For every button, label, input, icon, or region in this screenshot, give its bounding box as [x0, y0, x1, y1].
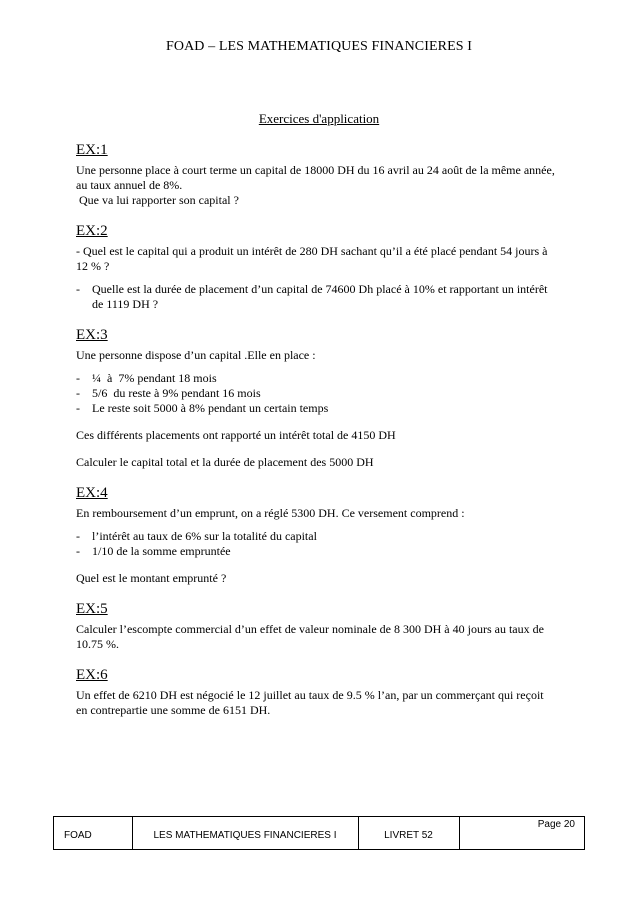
exercise-4 [76, 484, 556, 586]
exercises-content [76, 141, 556, 718]
exercise-question: Calculer le capital total et la durée de placement des 5000 DH [76, 455, 374, 469]
document-title: Exercices d'application [258, 111, 380, 126]
exercise-text: Une personne place à court terme un capital de 18000 DH du 16 avril au 24 août de la même année, au taux annuel de 8%. [76, 163, 555, 192]
exercise-text: - Quel est le capital qui a produit un intérêt de 280 DH sachant qu’il a été placé pendant 54 jours à 12 % ? [76, 244, 548, 273]
footer-cell-livret [358, 817, 460, 849]
exercise-text: Un effet de 6210 DH est négocié le 12 juillet au taux de 9.5 % l’an, par un commerçant qui reçoit en contrepartie une somme de 6151 DH. [76, 688, 544, 717]
exercise-2 [76, 222, 556, 312]
list-item: - Quelle est la durée de placement d’un capital de 74600 Dh placé à 10% et rapportant un intérêt de 1119 DH ? [76, 282, 556, 312]
list-item: - ¼ à 7% pendant 18 mois [76, 371, 556, 386]
list-item: - 5/6 du reste à 9% pendant 16 mois [76, 386, 556, 401]
list-item: - Le reste soit 5000 à 8% pendant un certain temps [76, 401, 556, 416]
exercise-heading: EX:6 [76, 667, 108, 683]
footer-cell-foad [54, 817, 133, 849]
page-footer [53, 816, 585, 850]
page-number: Page 20 [537, 819, 575, 830]
exercise-intro: Une personne dispose d’un capital .Elle en place : [76, 348, 316, 362]
footer-livret-label: LIVRET 52 [384, 830, 433, 841]
footer-cell-page [459, 817, 585, 849]
exercise-question: Quel est le montant emprunté ? [76, 571, 227, 585]
exercise-1 [76, 141, 556, 208]
exercise-list [76, 529, 556, 559]
exercise-heading: EX:5 [76, 601, 108, 617]
exercise-heading: EX:3 [76, 327, 108, 343]
exercise-list [76, 371, 556, 416]
exercise-intro: En remboursement d’un emprunt, on a réglé 5300 DH. Ce versement comprend : [76, 506, 465, 520]
header-title: FOAD – LES MATHEMATIQUES FINANCIERES I [166, 39, 472, 54]
exercise-text: Calculer l’escompte commercial d’un effet de valeur nominale de 8 300 DH à 40 jours au taux de 10.75 %. [76, 622, 544, 651]
exercise-5 [76, 600, 556, 652]
exercise-question: Que va lui rapporter son capital ? [76, 193, 239, 207]
exercise-heading: EX:2 [76, 223, 108, 239]
exercise-6 [76, 666, 556, 718]
list-item: - 1/10 de la somme empruntée [76, 544, 556, 559]
exercise-heading: EX:1 [76, 142, 108, 158]
exercise-3 [76, 326, 556, 470]
exercise-heading: EX:4 [76, 485, 108, 501]
exercise-list [76, 282, 556, 312]
list-item: - l’intérêt au taux de 6% sur la totalité du capital [76, 529, 556, 544]
exercise-text: Ces différents placements ont rapporté un intérêt total de 4150 DH [76, 428, 396, 442]
footer-foad-label: FOAD [64, 830, 92, 841]
footer-cell-course [132, 817, 359, 849]
footer-course-label: LES MATHEMATIQUES FINANCIERES I [153, 830, 337, 841]
